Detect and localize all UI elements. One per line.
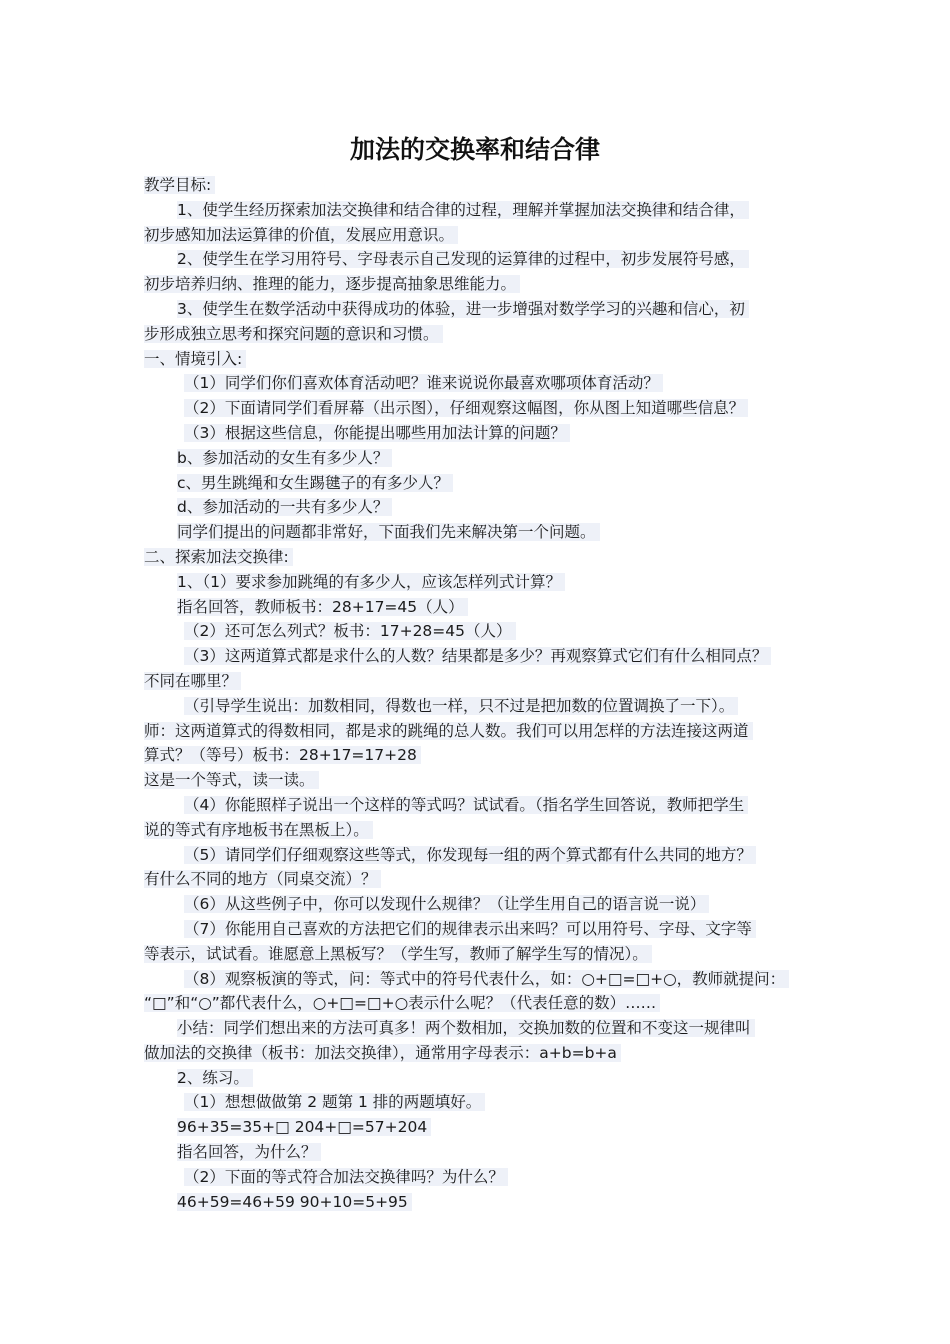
text-line (144, 793, 824, 818)
text-line (144, 942, 824, 967)
text-line (144, 619, 824, 644)
text-line-content: 步形成独立思考和探究问题的意识和习惯。 (144, 325, 443, 343)
text-line-content: 初步感知加法运算律的价值，发展应用意识。 (144, 226, 458, 244)
text-line-content: 1、（1）要求参加跳绳的有多少人，应该怎样列式计算？ (177, 573, 565, 591)
text-line-content: 96+35=35+□ 204+□=57+204 (177, 1118, 431, 1136)
text-line-content: （8）观察板演的等式，问：等式中的符号代表什么，如：○+□=□+○，教师就提问： (184, 970, 789, 988)
text-line-content: “□”和“○”都代表什么，○+□=□+○表示什么呢？（代表任意的数）…… (144, 994, 660, 1012)
text-line-content: （5）请同学们仔细观察这些等式，你发现每一组的两个算式都有什么共同的地方？ (184, 846, 756, 864)
text-line-content: （7）你能用自己喜欢的方法把它们的规律表示出来吗？可以用符号、字母、文字等 (184, 920, 756, 938)
text-line-content: （3）根据这些信息，你能提出哪些用加法计算的问题？ (184, 424, 570, 442)
text-line (144, 396, 824, 421)
text-line (144, 570, 824, 595)
text-line-content: （2）下面的等式符合加法交换律吗？为什么？ (184, 1168, 508, 1186)
text-line (144, 1140, 824, 1165)
text-line-content: （引导学生说出：加数相同，得数也一样，只不过是把加数的位置调换了一下）。 (184, 697, 738, 715)
text-line (144, 446, 824, 471)
text-line-content: 2、使学生在学习用符号、字母表示自己发现的运算律的过程中，初步发展符号感， (177, 250, 749, 268)
text-line (144, 917, 824, 942)
text-line-content: 说的等式有序地板书在黑板上）。 (144, 821, 373, 839)
text-line-content: 一、情境引入: (144, 350, 246, 368)
text-line (144, 1041, 824, 1066)
text-line (144, 1115, 824, 1140)
text-line-content: 初步培养归纳、推理的能力，逐步提高抽象思维能力。 (144, 275, 520, 293)
text-line (144, 173, 824, 198)
text-line-content: 2、练习。 (177, 1069, 253, 1087)
text-line (144, 272, 824, 297)
text-line (144, 595, 824, 620)
text-line-content: 教学目标: (144, 176, 215, 194)
text-line-content: 1、使学生经历探索加法交换律和结合律的过程，理解并掌握加法交换律和结合律， (177, 201, 749, 219)
text-line-content: （2）还可怎么列式？板书：17+28=45（人） (184, 622, 516, 640)
text-line-content: 等表示，试试看。谁愿意上黑板写？（学生写，教师了解学生写的情况）。 (144, 945, 652, 963)
text-line (144, 371, 824, 396)
text-line-content: 算式？（等号）板书：28+17=17+28 (144, 746, 421, 764)
text-line-content: （2）下面请同学们看屏幕（出示图），仔细观察这幅图，你从图上知道哪些信息？ (184, 399, 748, 417)
text-line-content: 这是一个等式，读一读。 (144, 771, 319, 789)
text-line-content: 不同在哪里？ (144, 672, 241, 690)
text-line (144, 247, 824, 272)
text-line (144, 967, 824, 992)
text-line-content: 46+59=46+59 90+10=5+95 (177, 1193, 412, 1211)
text-line (144, 867, 824, 892)
text-line (144, 545, 824, 570)
text-line-content: c、男生跳绳和女生踢毽子的有多少人？ (177, 474, 453, 492)
text-line-content: 小结：同学们想出来的方法可真多！两个数相加，交换加数的位置和不变这一规律叫 (177, 1019, 755, 1037)
text-line (144, 421, 824, 446)
text-line (144, 818, 824, 843)
text-line-content: 二、探索加法交换律: (144, 548, 293, 566)
text-line-content: 同学们提出的问题都非常好，下面我们先来解决第一个问题。 (177, 523, 600, 541)
text-line (144, 843, 824, 868)
document-title: 加法的交换率和结合律 (349, 135, 600, 164)
text-line (144, 768, 824, 793)
text-line-content: （4）你能照样子说出一个这样的等式吗？试试看。（指名学生回答说，教师把学生 (184, 796, 748, 814)
text-line (144, 991, 824, 1016)
text-line (144, 694, 824, 719)
text-line (144, 198, 824, 223)
text-line (144, 1090, 824, 1115)
text-line-content: （6）从这些例子中，你可以发现什么规律？（让学生用自己的语言说一说） (184, 895, 709, 913)
text-line (144, 495, 824, 520)
text-line-content: （1）同学们你们喜欢体育活动吧？谁来说说你最喜欢哪项体育活动？ (184, 374, 663, 392)
text-line-content: 做加法的交换律（板书：加法交换律），通常用字母表示：a+b=b+a (144, 1044, 621, 1062)
text-line-content: 3、使学生在数学活动中获得成功的体验，进一步增强对数学学习的兴趣和信心，初 (177, 300, 749, 318)
text-line (144, 644, 824, 669)
text-line-content: （3）这两道算式都是求什么的人数？结果都是多少？再观察算式它们有什么相同点？ (184, 647, 771, 665)
text-line (144, 520, 824, 545)
text-line-content: d、参加活动的一共有多少人？ (177, 498, 392, 516)
text-line-content: b、参加活动的女生有多少人？ (177, 449, 392, 467)
text-line-content: 师：这两道算式的得数相同，都是求的跳绳的总人数。我们可以用怎样的方法连接这两道 (144, 722, 753, 740)
text-line (144, 223, 824, 248)
text-line-content: 指名回答，教师板书：28+17=45（人） (177, 598, 468, 616)
text-line (144, 322, 824, 347)
text-line (144, 1190, 824, 1215)
text-line (144, 347, 824, 372)
document-body (144, 173, 824, 1214)
text-line-content: 指名回答，为什么？ (177, 1143, 321, 1161)
text-line (144, 892, 824, 917)
text-line (144, 1165, 824, 1190)
text-line-content: （1）想想做做第 2 题第 1 排的两题填好。 (184, 1093, 485, 1111)
text-line (144, 297, 824, 322)
text-line (144, 719, 824, 744)
text-line (144, 669, 824, 694)
text-line (144, 1016, 824, 1041)
text-line (144, 471, 824, 496)
text-line (144, 1066, 824, 1091)
text-line (144, 743, 824, 768)
text-line-content: 有什么不同的地方（同桌交流）？ (144, 870, 381, 888)
